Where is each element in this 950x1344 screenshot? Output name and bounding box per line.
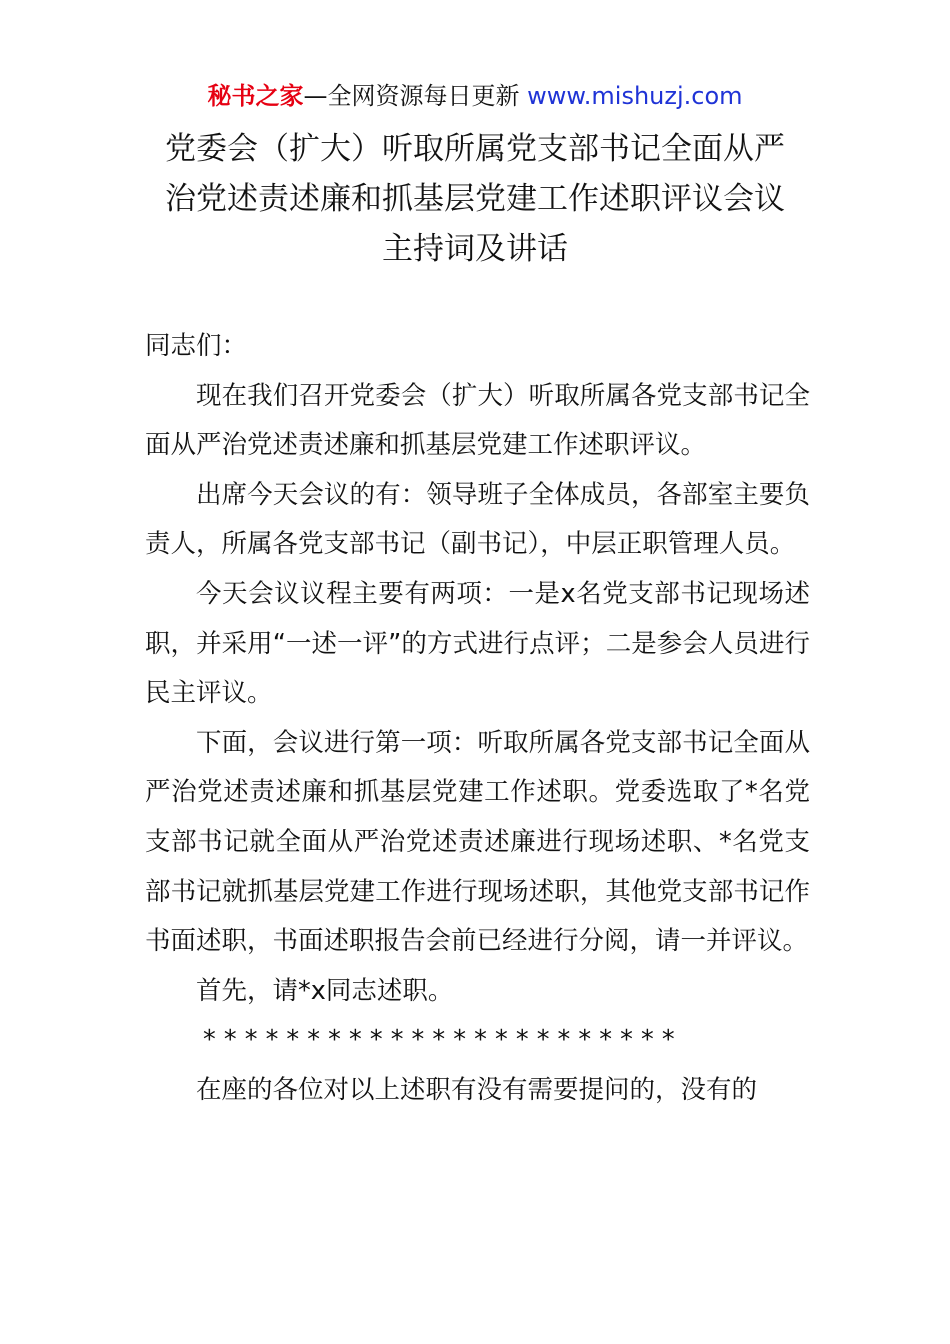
- paragraph-first-item: 下面，会议进行第一项：听取所属各党支部书记全面从严治党述责述廉和抓基层党建工作述职。党委选取了*名党支部书记就全面从严治党述责述廉进行现场述职、*名党支部书记就抓基层党建工作进行现场述职，其他党支部书记作书面述职，书面述职报告会前已经进行分阅，请一并评议。: [145, 727, 810, 957]
- site-header: [0, 80, 950, 112]
- section-separator: * * * * * * * * * * * * * * * * * * * * * * *: [203, 1025, 675, 1056]
- document-body: [145, 322, 810, 1116]
- paragraph-first-speaker: 首先，请*x同志述职。: [196, 975, 454, 1006]
- salutation: 同志们：: [145, 331, 248, 361]
- site-url-link[interactable]: www.mishuzj.com: [527, 82, 743, 110]
- header-tagline: —全网资源每日更新: [303, 82, 520, 110]
- paragraph-agenda: 今天会议议程主要有两项：一是x名党支部书记现场述职，并采用“一述一评”的方式进行点评；二是参会人员进行民主评议。: [145, 578, 810, 709]
- title-line-2: 治党述责述廉和抓基层党建工作述职评议会议: [165, 181, 785, 217]
- title-line-3: 主持词及讲话: [382, 231, 568, 267]
- paragraph-opening: 现在我们召开党委会（扩大）听取所属各党支部书记全面从严治党述责述廉和抓基层党建工作述职评议。: [145, 380, 810, 461]
- paragraph-questions: 在座的各位对以上述职有没有需要提问的，没有的: [196, 1074, 758, 1105]
- paragraph-attendees: 出席今天会议的有：领导班子全体成员，各部室主要负责人，所属各党支部书记（副书记），中层正职管理人员。: [145, 479, 810, 560]
- title-line-1: 党委会（扩大）听取所属党支部书记全面从严: [165, 131, 785, 167]
- document-title: [140, 124, 810, 274]
- brand-name: 秘书之家: [207, 82, 304, 110]
